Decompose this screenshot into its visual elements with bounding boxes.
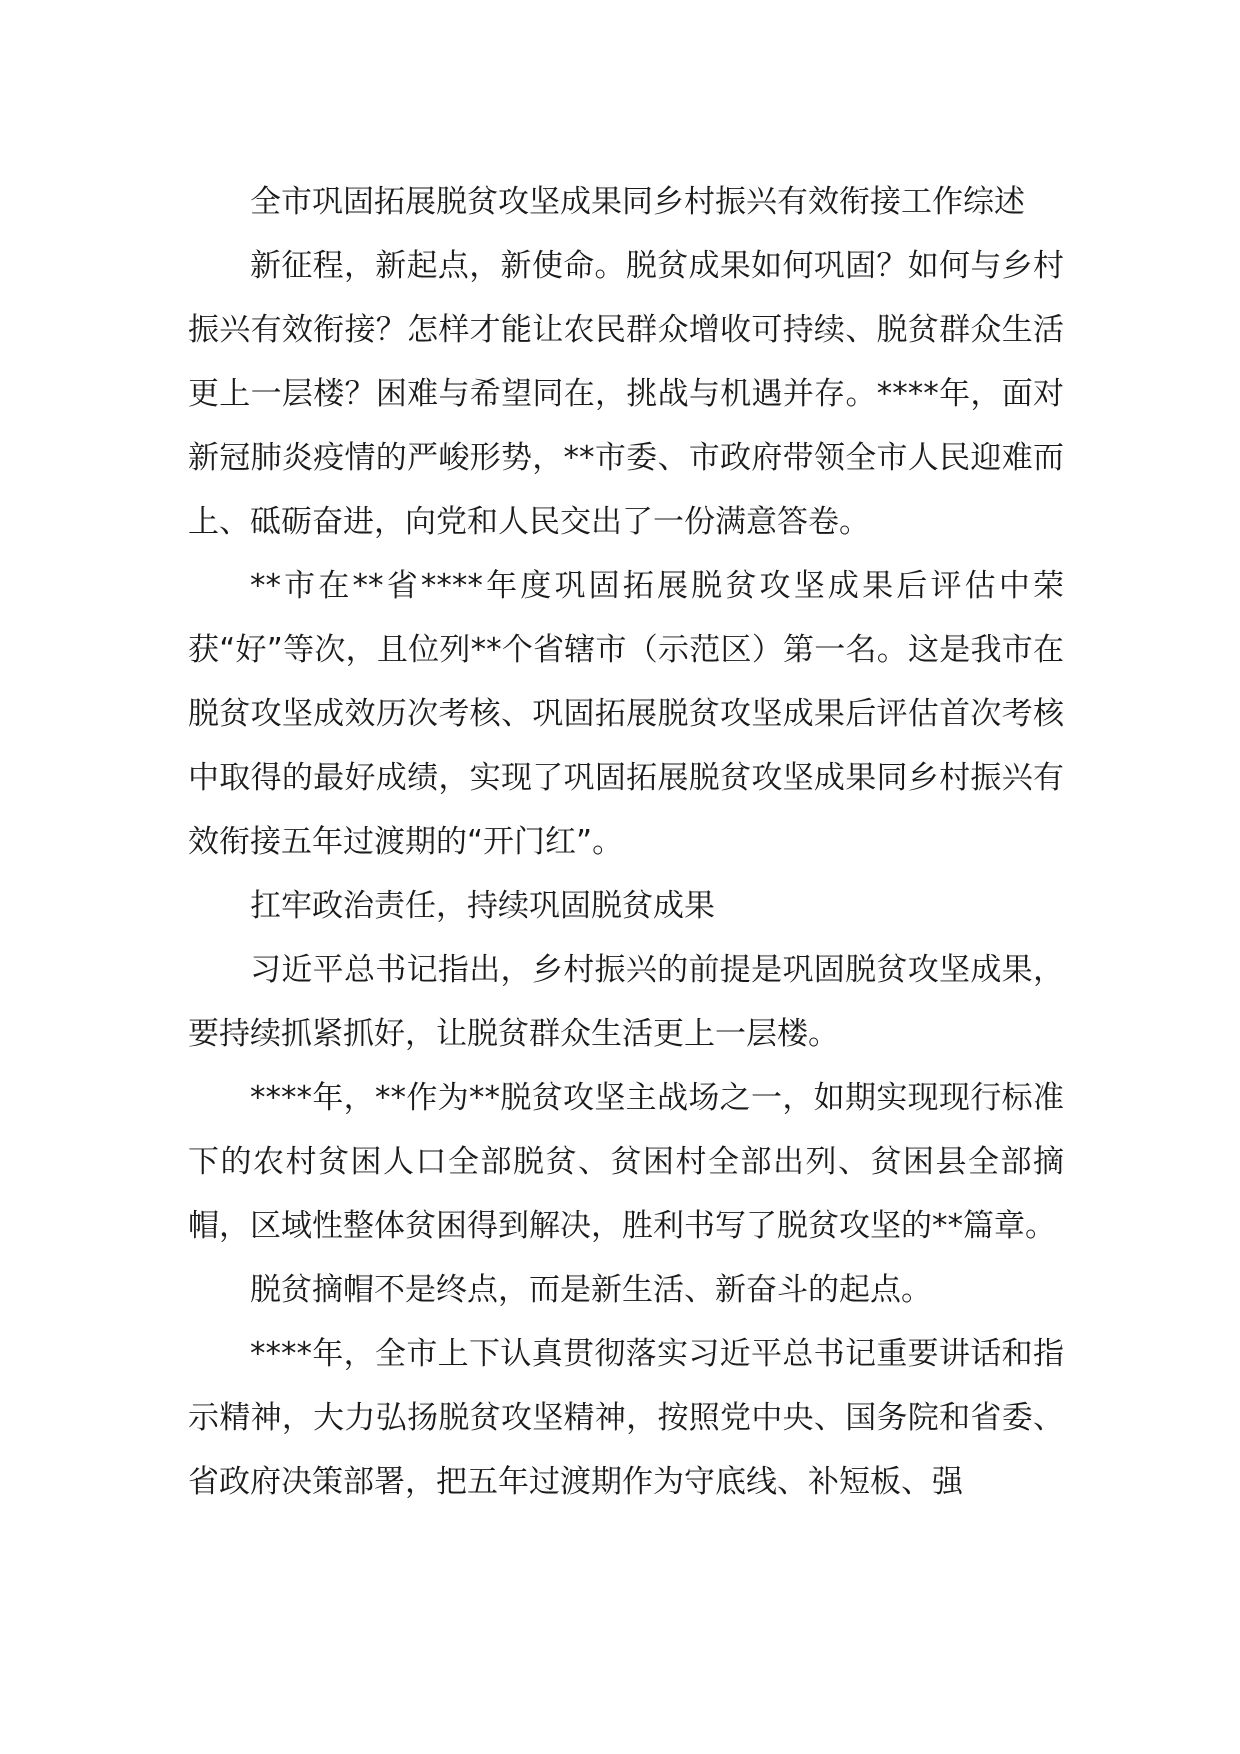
- paragraph-starting-point: 脱贫摘帽不是终点，而是新生活、新奋斗的起点。: [250, 1272, 932, 1308]
- paragraph-evaluation: **市在**省****年度巩固拓展脱贫攻坚成果后评估中荣获“好”等次，且位列**个省辖市（示范区）第一名。这是我市在脱贫攻坚成效历次考核、巩固拓展脱贫攻坚成果后评估首次考核中取得的最好成绩，实现了巩固拓展脱贫攻坚成果同乡村振兴有效衔接五年过渡期的“开门红”。: [188, 568, 1064, 860]
- paragraph-quote: 习近平总书记指出，乡村振兴的前提是巩固脱贫攻坚成果，要持续抓紧抓好，让脱贫群众生活更上一层楼。: [188, 952, 1064, 1052]
- section-heading: 扛牢政治责任，持续巩固脱贫成果: [250, 888, 715, 924]
- paragraph-intro: 新征程，新起点，新使命。脱贫成果如何巩固？如何与乡村振兴有效衔接？怎样才能让农民群众增收可持续、脱贫群众生活更上一层楼？困难与希望同在，挑战与机遇并存。****年，面对新冠肺炎疫情的严峻形势，**市委、市政府带领全市人民迎难而上、砥砺奋进，向党和人民交出了一份满意答卷。: [188, 248, 1064, 540]
- document-title: 全市巩固拓展脱贫攻坚成果同乡村振兴有效衔接工作综述: [250, 184, 1025, 220]
- document-body: [188, 170, 1064, 1514]
- paragraph-implementation: ****年，全市上下认真贯彻落实习近平总书记重要讲话和指示精神，大力弘扬脱贫攻坚精神，按照党中央、国务院和省委、省政府决策部署，把五年过渡期作为守底线、补短板、强: [188, 1336, 1064, 1500]
- paragraph-achievement: ****年，**作为**脱贫攻坚主战场之一，如期实现现行标准下的农村贫困人口全部脱贫、贫困村全部出列、贫困县全部摘帽，区域性整体贫困得到解决，胜利书写了脱贫攻坚的**篇章。: [188, 1080, 1064, 1244]
